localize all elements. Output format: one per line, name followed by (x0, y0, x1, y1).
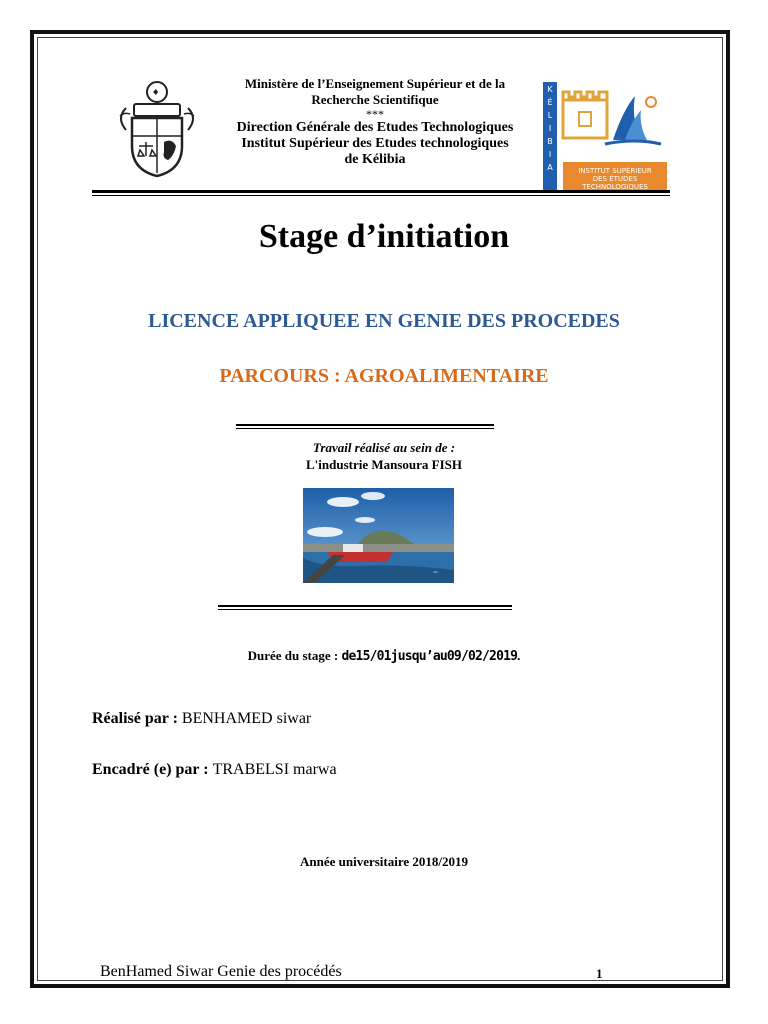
encadre-label: Encadré (e) par : (92, 761, 213, 778)
divider-bottom (218, 605, 512, 607)
harbour-photo (303, 488, 454, 583)
header-rule (92, 190, 670, 193)
divider-top (236, 424, 494, 426)
institute-line2: de Kélibia (344, 152, 406, 167)
separator: *** (366, 107, 384, 121)
header-text (215, 76, 535, 168)
photo-signature: ~ (433, 569, 439, 576)
logo-caption-line2: DES ÉTUDES (592, 175, 638, 183)
page-title: Stage d’initiation (258, 218, 510, 255)
realise-line (92, 710, 311, 728)
logo-caption-line1: INSTITUT SUPÉRIEUR (578, 167, 652, 175)
encadre-name: TRABELSI marwa (212, 761, 337, 778)
divider-bottom-thin (218, 609, 512, 610)
institute-line1: Institut Supérieur des Etudes technologiques (241, 136, 509, 151)
iset-kelibia-logo (543, 82, 667, 192)
company-name: L'industrie Mansoura FISH (305, 457, 463, 472)
travail-label: Travail réalisé au sein de : (312, 440, 456, 455)
logo-vertical-text: K É L I B I A (547, 85, 553, 172)
ministry-line1: Ministère de l’Enseignement Supérieur et de la (244, 76, 506, 91)
realise-name: BENHAMED siwar (181, 710, 312, 727)
encadre-line (92, 761, 337, 779)
realise-label: Réalisé par : (92, 710, 182, 727)
header-rule-thin (92, 195, 670, 196)
tunisia-emblem-icon (112, 78, 202, 178)
annee-universitaire: Année universitaire 2018/2019 (299, 854, 469, 869)
licence-heading: LICENCE APPLIQUEE EN GENIE DES PROCEDES (148, 310, 620, 332)
logo-caption-line3: TECHNOLOGIQUES (582, 183, 648, 191)
page-number: 1 (596, 966, 603, 981)
duree-label: Durée du stage : (247, 648, 342, 663)
direction-line: Direction Générale des Etudes Technologiques (236, 120, 514, 135)
parcours-heading: PARCOURS : AGROALIMENTAIRE (219, 365, 549, 387)
duree-line (0, 648, 768, 664)
duree-end: . (517, 648, 521, 663)
ministry-line2: Recherche Scientifique (311, 92, 439, 107)
duree-value: de15/01jusqu’au09/02/2019 (341, 649, 518, 664)
divider-top-thin (236, 428, 494, 429)
footer-text: BenHamed Siwar Genie des procédés (100, 963, 342, 980)
